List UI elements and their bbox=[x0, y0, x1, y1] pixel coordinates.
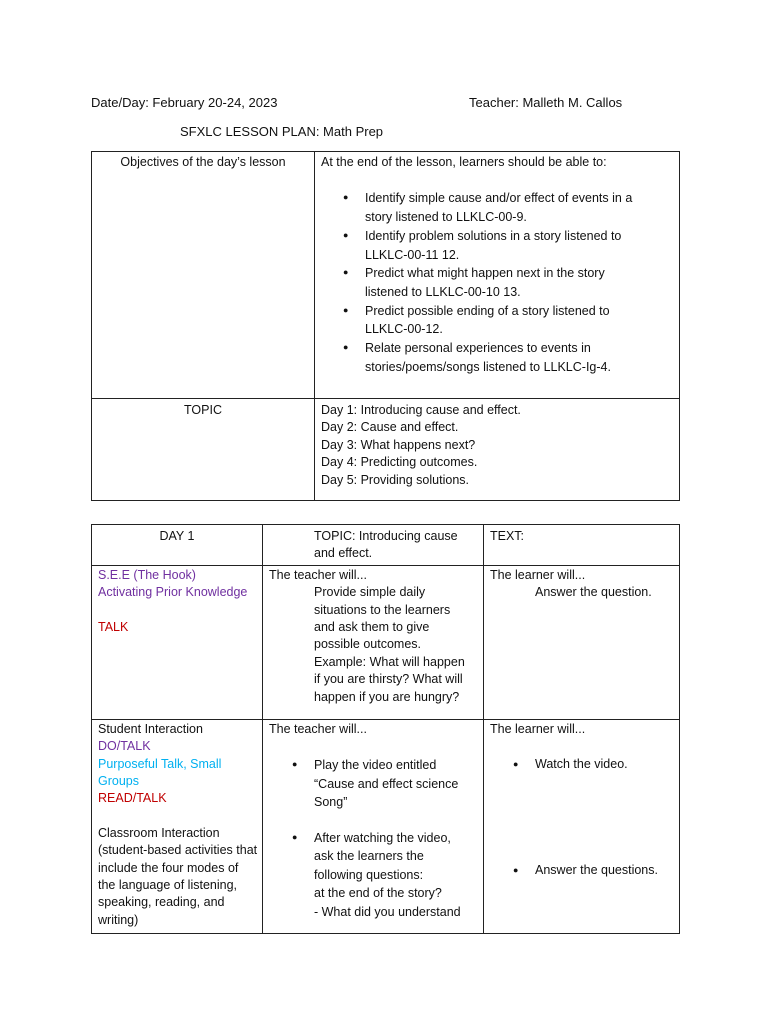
objectives-table bbox=[91, 151, 680, 501]
interaction-row bbox=[92, 719, 680, 933]
topic-head: TOPIC: Introducing cause and effect. bbox=[314, 529, 458, 561]
see-teacher-cell bbox=[263, 565, 484, 719]
teacher-question: at the end of the story? bbox=[314, 886, 442, 901]
see-label-cell bbox=[92, 565, 263, 719]
see-row bbox=[92, 565, 680, 719]
teacher-bullet: ● Play the video entitled “Cause and effect science Song” bbox=[314, 756, 473, 812]
see-subtitle: Activating Prior Knowledge bbox=[98, 585, 248, 600]
objectives-row bbox=[92, 152, 680, 399]
see-title: S.E.E (The Hook) bbox=[98, 567, 196, 582]
day-cell bbox=[92, 525, 263, 566]
day1-header-row bbox=[92, 525, 680, 566]
learner-will-label: The learner will... bbox=[490, 721, 586, 736]
learner-bullets bbox=[490, 756, 673, 773]
interaction-label-cell bbox=[92, 719, 263, 933]
see-learner-cell bbox=[484, 565, 680, 719]
objectives-cell bbox=[315, 152, 680, 399]
interaction-teacher-cell bbox=[263, 719, 484, 933]
date-line: Date/Day: February 20-24, 2023 bbox=[91, 95, 278, 110]
objectives-intro: At the end of the lesson, learners should be able to: bbox=[321, 155, 607, 169]
learner-bullet: ● Answer the questions. bbox=[535, 862, 673, 879]
si-title: Student Interaction bbox=[98, 721, 203, 736]
ci-text: Classroom Interaction (student-based activities that include the four modes of the language of listening, speaking, reading, and writing) bbox=[98, 825, 258, 927]
si-readtalk: READ/TALK bbox=[98, 791, 167, 806]
si-dotalk: DO/TALK bbox=[98, 739, 151, 754]
see-talk: TALK bbox=[98, 619, 129, 634]
day-label: DAY 1 bbox=[159, 529, 195, 543]
see-teacher-text: Provide simple daily situations to the learners and ask them to give possible outcomes. Example: What will happen if you are thirsty? What will happen if you are hungry? bbox=[314, 585, 465, 704]
text-head: TEXT: bbox=[490, 529, 525, 543]
topic-day4: Day 4: Predicting outcomes. bbox=[321, 455, 478, 470]
topic-row bbox=[92, 399, 680, 501]
objectives-label: Objectives of the day’s lesson bbox=[120, 155, 286, 169]
plan-title: SFXLC LESSON PLAN: Math Prep bbox=[180, 124, 384, 139]
teacher-bullet: ● After watching the video, ask the learners the following questions: bbox=[314, 829, 473, 885]
objectives-list bbox=[321, 189, 673, 376]
learner-bullet: ● Watch the video. bbox=[535, 756, 673, 773]
topic-day5: Day 5: Providing solutions. bbox=[321, 472, 469, 487]
interaction-learner-cell bbox=[484, 719, 680, 933]
learner-will-label: The learner will... bbox=[490, 567, 586, 582]
topic-label-cell bbox=[92, 399, 315, 501]
teacher-question: - What did you understand bbox=[314, 904, 461, 919]
teacher-bullets bbox=[269, 829, 477, 885]
topic-label: TOPIC bbox=[184, 403, 222, 417]
topic-cell bbox=[315, 399, 680, 501]
topic-day2: Day 2: Cause and effect. bbox=[321, 420, 459, 435]
objective-item: ● Identify simple cause and/or effect of events in a story listened to LLKLC-00-9. bbox=[365, 189, 651, 226]
learner-bullets bbox=[490, 862, 673, 879]
teacher-will-label: The teacher will... bbox=[269, 721, 367, 736]
text-head-cell bbox=[484, 525, 680, 566]
objective-item: ● Relate personal experiences to events in stories/poems/songs listened to LLKLC-Ig-4. bbox=[365, 339, 651, 376]
objective-item: ● Identify problem solutions in a story listened to LLKLC-00-11 12. bbox=[365, 227, 651, 264]
teacher-will-label: The teacher will... bbox=[269, 567, 367, 582]
topic-day3: Day 3: What happens next? bbox=[321, 437, 476, 452]
topic-head-cell bbox=[263, 525, 484, 566]
topic-day1: Day 1: Introducing cause and effect. bbox=[321, 403, 521, 417]
objective-item: ● Predict possible ending of a story listened to LLKLC-00-12. bbox=[365, 302, 651, 339]
teacher-bullets bbox=[269, 756, 477, 812]
see-learner-text: Answer the question. bbox=[535, 585, 652, 600]
teacher-line: Teacher: Malleth M. Callos bbox=[469, 95, 623, 110]
objectives-label-cell bbox=[92, 152, 315, 399]
day1-table bbox=[91, 524, 680, 934]
objective-item: ● Predict what might happen next in the story listened to LLKLC-00-10 13. bbox=[365, 264, 651, 301]
si-purposeful: Purposeful Talk, Small Groups bbox=[98, 756, 222, 789]
